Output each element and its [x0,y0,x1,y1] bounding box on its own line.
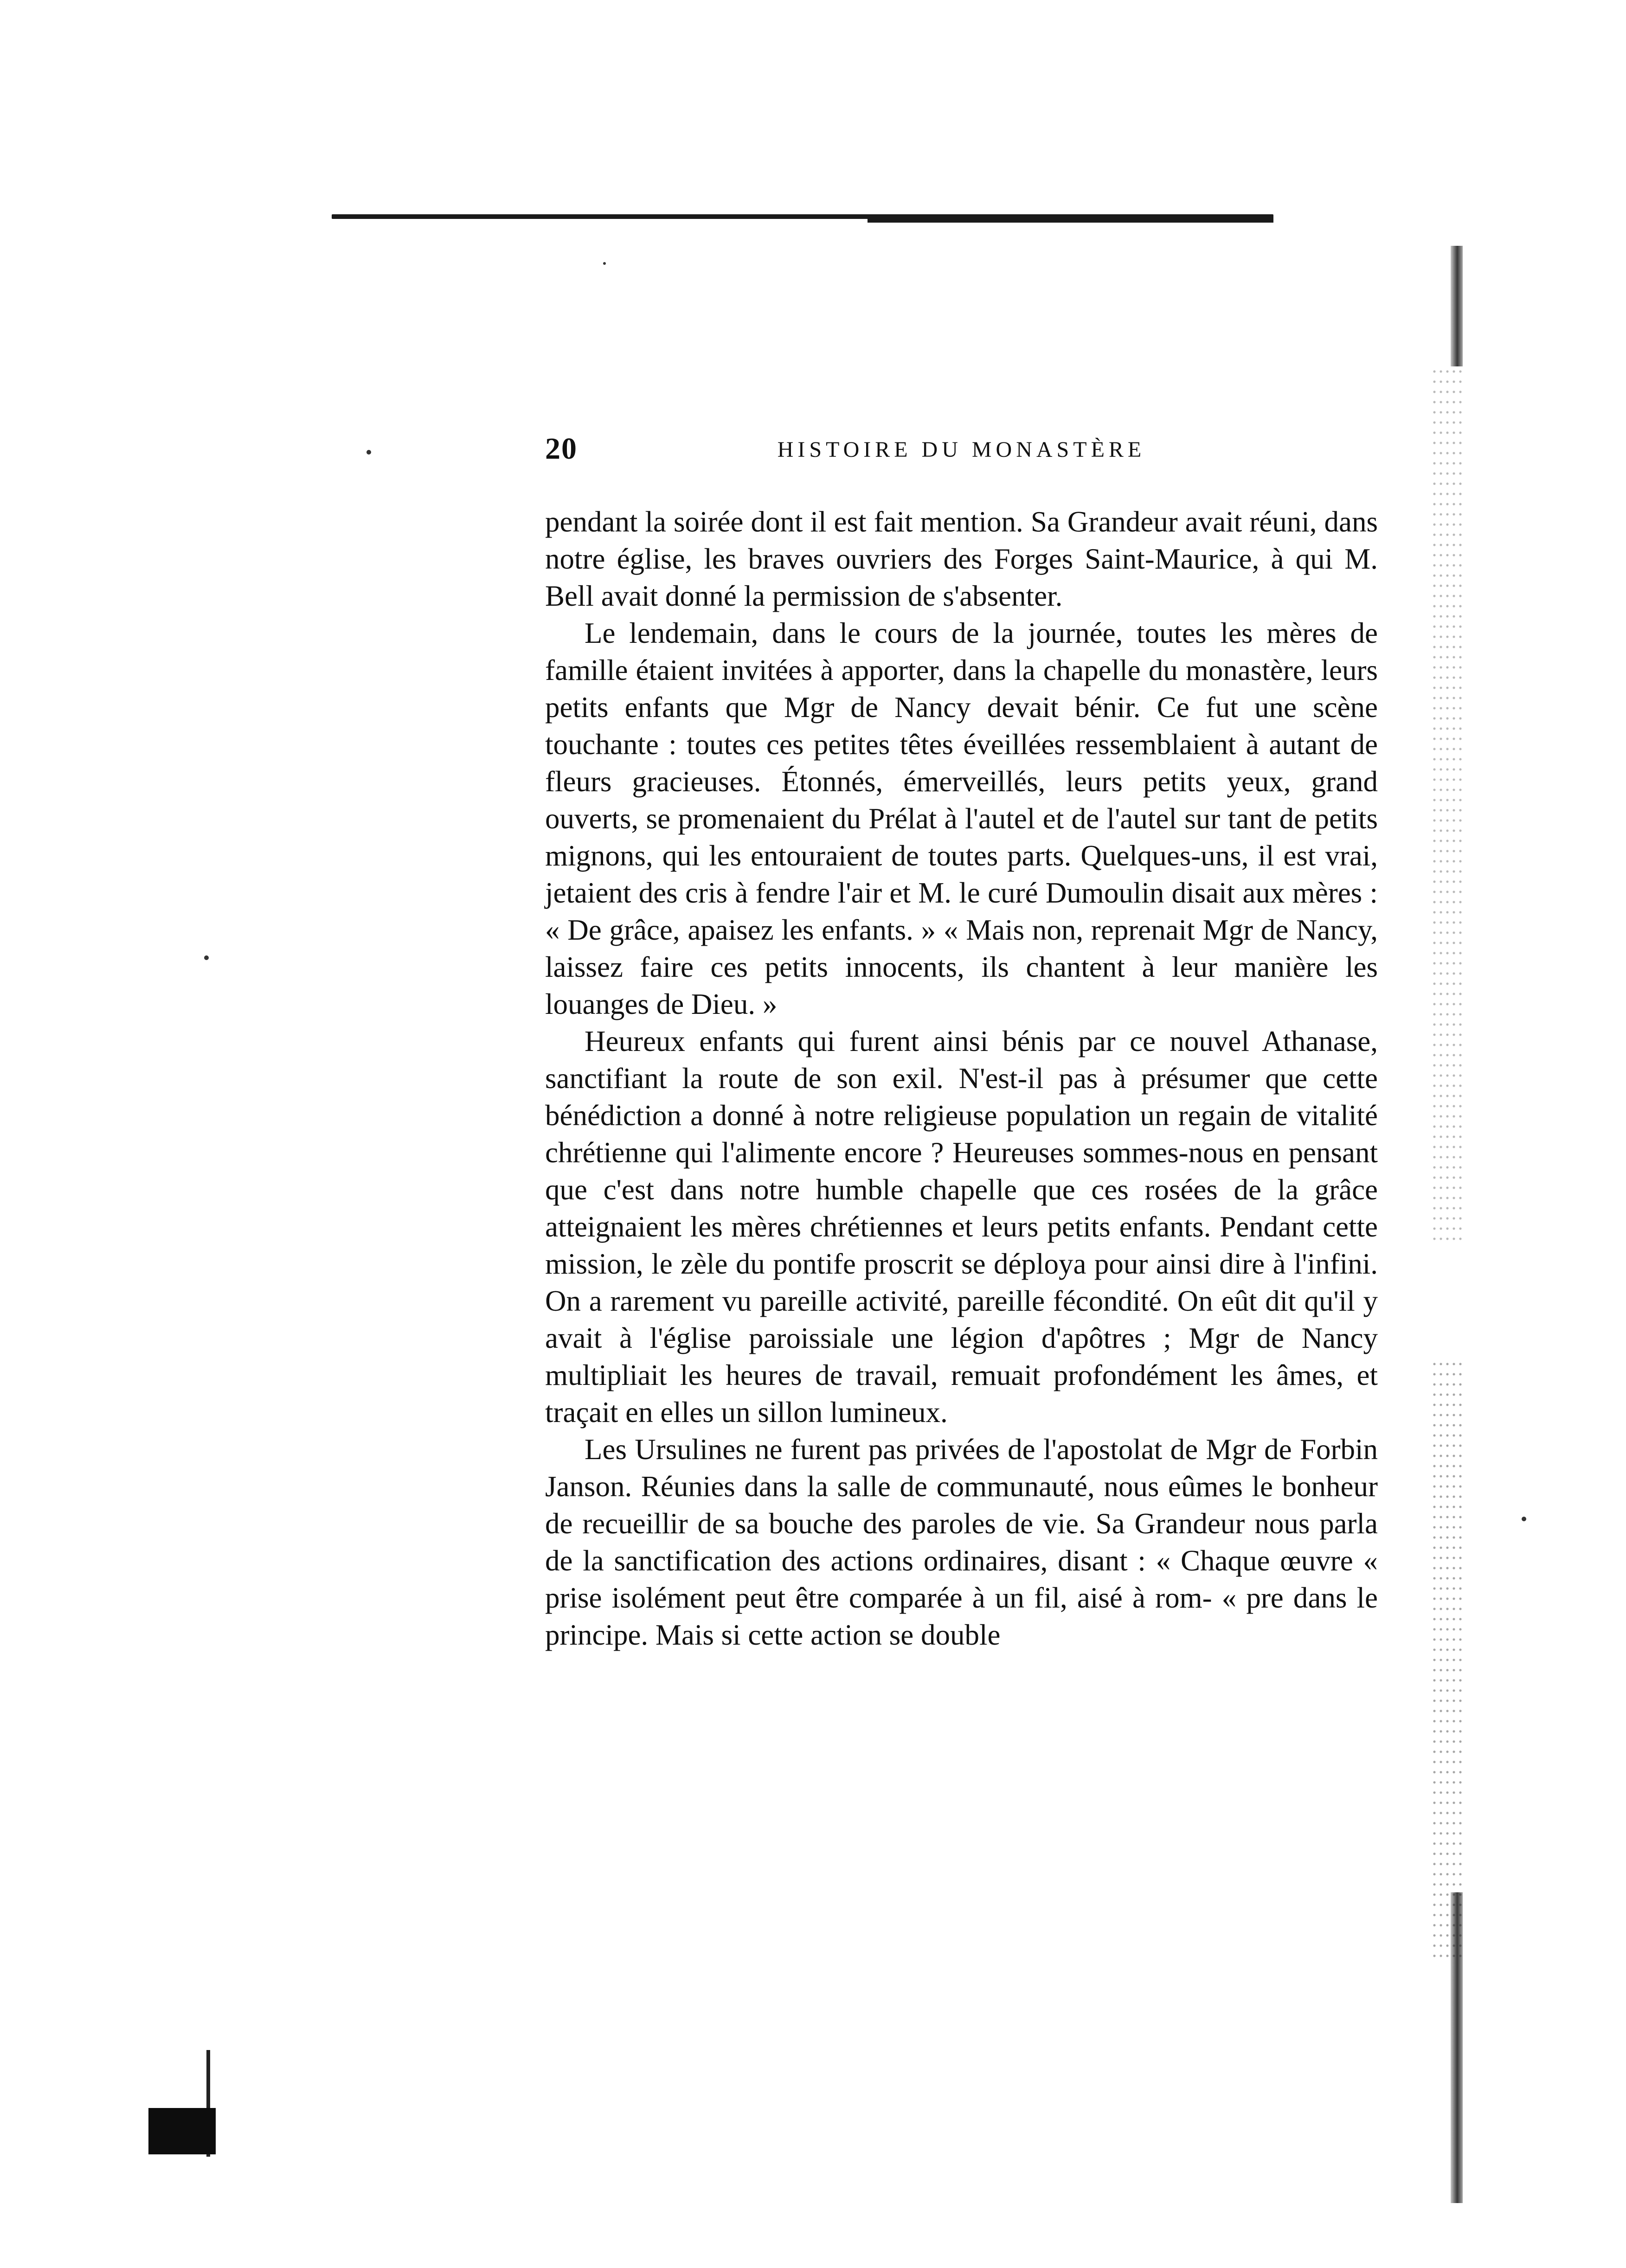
page-number: 20 [545,432,578,466]
scan-speck [204,955,209,960]
paragraph-4: Les Ursulines ne furent pas privées de l'apostolat de Mgr de Forbin Janson. Réunies dans la salle de communauté, nous eûmes le bonheur de recueillir de sa bouche des paroles de vie. Sa Grandeur nous parla de la sanctification des actions ordinaires, disant : « Chaque œuvre « prise isolément peut être comparée à un fil, aisé à rom- « pre dans le principe. Mais si cette action se double [545,1433,1378,1651]
scan-speck [1522,1517,1526,1521]
scan-noise [1431,366,1464,1248]
scan-streak [1451,246,1463,366]
scan-speck [366,450,371,455]
scan-edge-artifact [1427,246,1468,2203]
scan-streak [1451,1892,1463,2203]
top-rule-thick [868,216,1273,223]
scan-speck [603,262,606,265]
scan-noise [1431,1359,1464,1962]
body-text [545,503,1378,1653]
running-title: HISTOIRE DU MONASTÈRE [777,437,1146,462]
scan-corner-block [148,2108,216,2154]
paragraph-2: Le lendemain, dans le cours de la journée, toutes les mères de famille étaient invitées à apporter, dans la chapelle du monastère, leurs petits enfants que Mgr de Nancy devait bénir. Ce fut une scène touchante : toutes ces petites têtes éveillées ressemblaient à autant de fleurs gracieuses. Étonnés, émerveillés, leurs petits yeux, grand ouverts, se promenaient du Prélat à l'autel et de l'autel sur tant de petits mignons, qui les entouraient de toutes parts. Quelques-uns, il est vrai, jetaient des cris à fendre l'air et M. le curé Dumoulin disait aux mères : « De grâce, apaisez les enfants. » « Mais non, reprenait Mgr de Nancy, laissez faire ces petits innocents, ils chantent à leur manière les louanges de Dieu. » [545,617,1378,1020]
page-header [545,431,1378,473]
paragraph-3: Heureux enfants qui furent ainsi bénis par ce nouvel Athanase, sanctifiant la route de son exil. N'est-il pas à présumer que cette bénédiction a donné à notre religieuse population un regain de vitalité chrétienne qui l'alimente encore ? Heureuses sommes-nous en pensant que c'est dans notre humble chapelle que ces rosées de la grâce atteignaient les mères chrétiennes et leurs petits enfants. Pendant cette mission, le zèle du pontife proscrit se déploya pour ainsi dire à l'infini. On a rarement vu pareille activité, pareille fécondité. On eût dit qu'il y avait à l'église paroissiale une légion d'apôtres ; Mgr de Nancy multipliait les heures de travail, remuait profondément les âmes, et traçait en elles un sillon lumineux. [545,1025,1378,1429]
paragraph-1: pendant la soirée dont il est fait mention. Sa Grandeur avait réuni, dans notre église, les braves ouvriers des Forges Saint-Maurice, à qui M. Bell avait donné la permission de s'absenter. [545,506,1378,612]
